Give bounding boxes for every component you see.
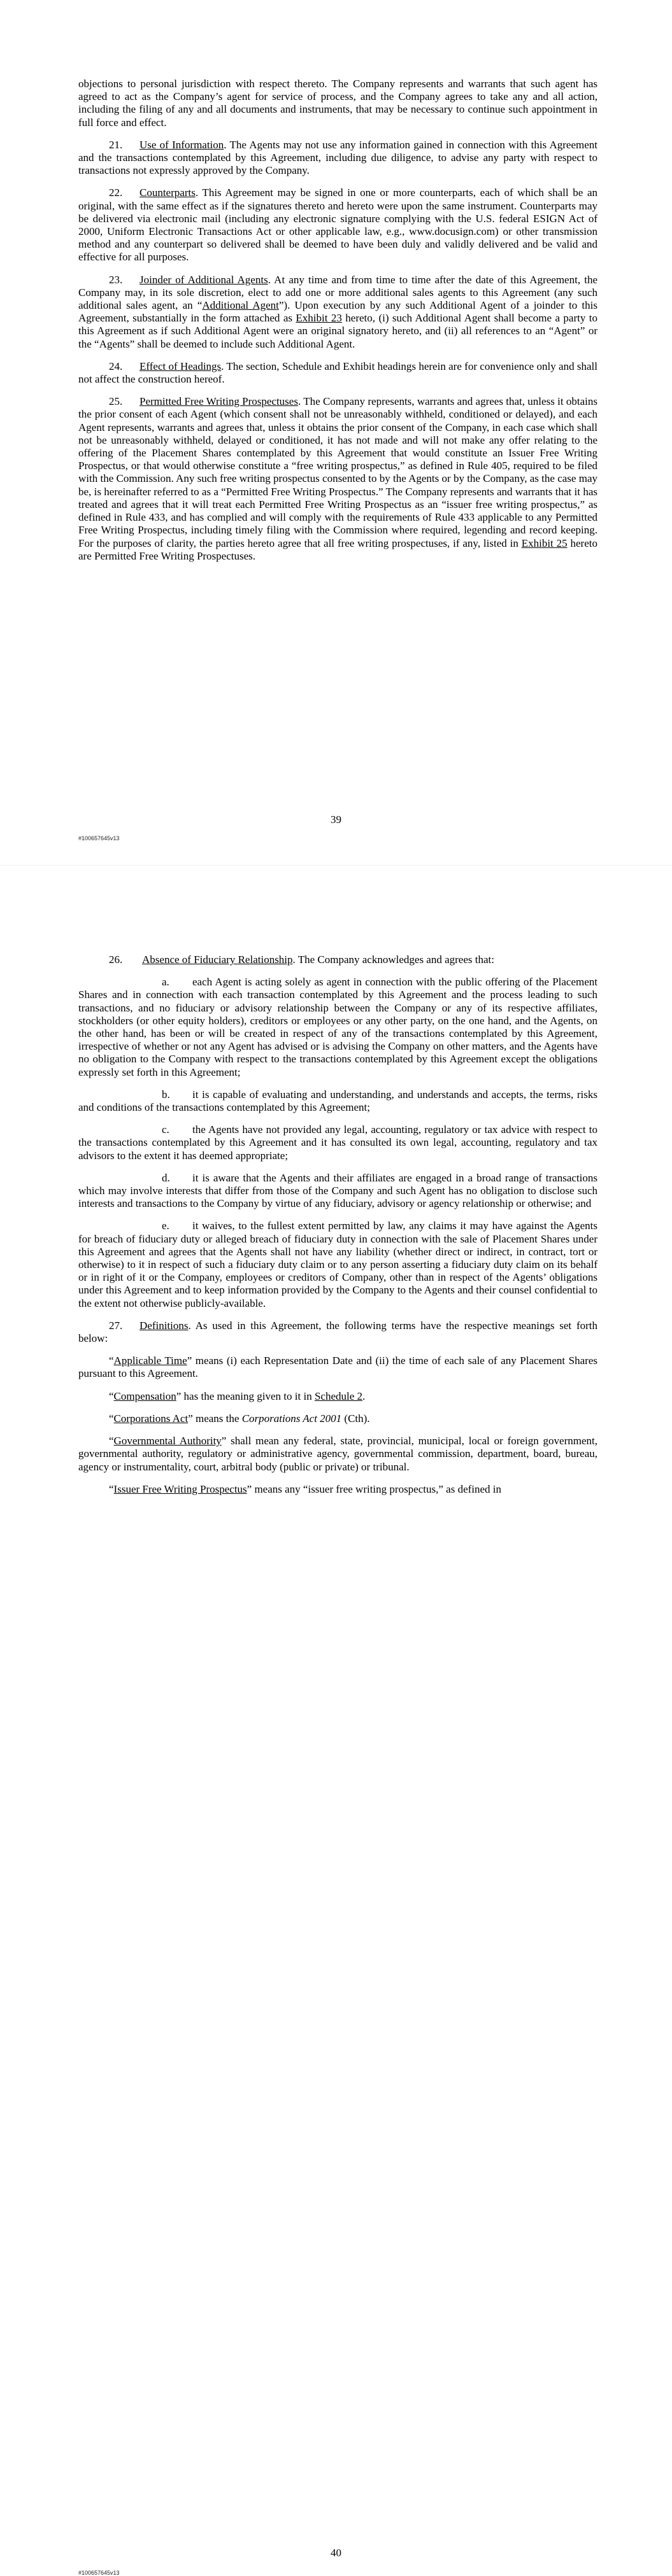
item-label: e. bbox=[162, 1220, 169, 1232]
item-label: b. bbox=[162, 1088, 170, 1101]
section-heading: Effect of Headings bbox=[139, 360, 222, 372]
section-text: hereto are Permitted Free Writing Prospectuses. bbox=[78, 537, 597, 562]
section-heading: Joinder of Additional Agents bbox=[139, 273, 268, 286]
section-22 bbox=[78, 187, 597, 264]
section-heading: Absence of Fiduciary Relationship bbox=[142, 954, 293, 966]
definition-applicable-time: “Applicable Time” means (i) each Representation Date and (ii) the time of each sale of any Placement Shares pursuant to this Agreement. bbox=[78, 1355, 597, 1380]
item-text: it is aware that the Agents and their affiliates are engaged in a broad range of transactions which may involve interests that differ from those of the Company and such Agent has no obligation to disclose such interests and transactions to the Company by virtue of any fiduciary, advisory or agency relationship or otherwise; and bbox=[78, 1171, 597, 1210]
list-item-d bbox=[78, 1172, 597, 1211]
section-text: . The Agents may not use any information gained in connection with this Agreement and the transactions contemplated by this Agreement, including due diligence, to advise any party with respect to transactions not expressly approved by the Company. bbox=[78, 138, 597, 177]
section-text: hereto, (i) such Additional Agent shall become a party to this Agreement as if such Additional Agent were an original signatory hereto, and (ii) all references to an “Agent” or the “Agents” shall be deemed to include such Additional Agent. bbox=[78, 312, 597, 350]
section-number: 23. bbox=[109, 273, 123, 286]
definition-text: . bbox=[362, 1390, 366, 1402]
exhibit-reference: Exhibit 25 bbox=[521, 537, 568, 549]
definition-text: ” has the meaning given to it in bbox=[176, 1390, 315, 1402]
definition-text: ” means (i) each Representation Date and (ii) the time of each sale of any Placement Shares pursuant to this Agreement. bbox=[78, 1355, 597, 1380]
item-text: it is capable of evaluating and understanding, and understands and accepts, the terms, risks and conditions of the transactions contemplated by this Agreement; bbox=[78, 1088, 597, 1114]
section-number: 25. bbox=[109, 395, 123, 408]
definition-text: ” means any “issuer free writing prospectus,” as defined in bbox=[247, 1482, 502, 1495]
definition-text: (Cth). bbox=[341, 1412, 370, 1425]
item-label: c. bbox=[162, 1123, 169, 1136]
intro-paragraph: objections to personal jurisdiction with respect thereto. The Company represents and warrants that such agent has agreed to act as the Company’s agent for service of process, and the Company agrees to take any and all action, including the filing of any and all documents and instruments, that may be necessary to continue such appointment in full force and effect. bbox=[78, 78, 597, 129]
defined-term: Issuer Free Writing Prospectus bbox=[113, 1482, 247, 1495]
page-body bbox=[78, 954, 597, 1505]
defined-term: Additional Agent bbox=[202, 299, 279, 312]
defined-term: Applicable Time bbox=[113, 1355, 187, 1367]
section-number: 22. bbox=[109, 187, 123, 199]
page-40 bbox=[0, 866, 672, 2576]
section-number: 27. bbox=[109, 1319, 123, 1332]
section-heading: Counterparts bbox=[139, 187, 196, 199]
statute-title: Corporations Act 2001 bbox=[241, 1412, 342, 1425]
section-heading: Permitted Free Writing Prospectuses bbox=[139, 395, 298, 408]
list-item-b bbox=[78, 1088, 597, 1114]
section-text: . This Agreement may be signed in one or more counterparts, each of which shall be an original, with the same effect as if the signatures thereto and hereto were upon the same instrument. Counterparts may be delivered via electronic mail (including any electronic signature complying with the U.S. federal ESIGN Act of 2000, Uniform Electronic Transactions Act or other applicable law, e.g., www.docusign.com) or other transmission method and any counterpart so delivered shall be deemed to have been duly and validly delivered and be valid and effective for all purposes. bbox=[78, 187, 597, 264]
section-text: ”). Upon execution by any such Additional Agent of a joinder to this Agreement, substantially in the form attached as bbox=[78, 299, 597, 325]
item-label: a. bbox=[162, 976, 169, 989]
item-label: d. bbox=[162, 1171, 170, 1184]
definition-text: ” means the bbox=[188, 1412, 242, 1425]
page-body bbox=[78, 78, 597, 572]
section-26 bbox=[78, 954, 597, 966]
section-text: . The Company represents, warrants and agrees that, unless it obtains the prior consent of each Agent (which consent shall not be unreasonably withheld, conditioned or delayed), and each Agent represents, warrants and agrees that, unless it obtains the prior consent of the Company, in each case which shall not be unreasonably withheld, delayed or conditioned, it has not made and will not make any offer relating to the offering of the Placement Shares contemplated by this Agreement that would constitute an Issuer Free Writing Prospectus, or that would otherwise constitute a “free writing prospectus,” as defined in Rule 405, required to be filed with the Commission. Any such free writing prospectus consented to by the Agents or by the Company, as the case may be, is hereinafter referred to as a “Permitted Free Writing Prospectus.” The Company represents and warrants that it has treated and agrees that it will treat each Permitted Free Writing Prospectus as an “issuer free writing prospectus,” as defined in Rule 433, and has complied and will comply with the requirements of Rule 433 applicable to any Permitted Free Writing Prospectus, including timely filing with the Commission where required, legending and record keeping. For the purposes of clarity, the parties hereto agree that all free writing prospectuses, if any, listed in bbox=[78, 395, 597, 549]
item-text: it waives, to the fullest extent permitted by law, any claims it may have against the Agents for breach of fiduciary duty or alleged breach of fiduciary duty in connection with the sale of Placement Shares under this Agreement and agrees that the Agents shall not have any liability (whether direct or indirect, in contract, tort or otherwise) to it in respect of such a fiduciary duty claim or to any person asserting a fiduciary duty claim on its behalf or in right of it or the Company, employees or creditors of Company, other than in respect of the Agents’ obligations under this Agreement and to keep information provided by the Company to the Agents and their counsel confidential to the extent not otherwise publicly-available. bbox=[78, 1220, 597, 1309]
section-text: . As used in this Agreement, the following terms have the respective meanings set forth below: bbox=[78, 1319, 597, 1345]
page-39 bbox=[0, 0, 672, 866]
page-number: 40 bbox=[331, 2547, 341, 2559]
section-24 bbox=[78, 360, 597, 386]
section-text: . At any time and from time to time after the date of this Agreement, the Company may, in its sole discretion, elect to add one or more additional sales agents to this Agreement (any such additional sales agent, an “ bbox=[78, 273, 597, 312]
item-text: the Agents have not provided any legal, accounting, regulatory or tax advice with respect to the transactions contemplated by this Agreement and it has consulted its own legal, accounting, regulatory and tax advisors to the extent it has deemed appropriate; bbox=[78, 1123, 597, 1162]
section-number: 24. bbox=[109, 360, 123, 372]
section-heading: Use of Information bbox=[139, 138, 224, 151]
section-heading: Definitions bbox=[139, 1319, 189, 1332]
section-text: . The Company acknowledges and agrees that: bbox=[292, 954, 494, 966]
defined-term: Compensation bbox=[113, 1390, 176, 1402]
section-number: 21. bbox=[109, 138, 123, 151]
section-text: . The section, Schedule and Exhibit headings herein are for convenience only and shall not affect the construction hereof. bbox=[78, 360, 597, 386]
schedule-reference: Schedule 2 bbox=[314, 1390, 363, 1402]
section-number: 26. bbox=[109, 954, 123, 966]
list-item-e bbox=[78, 1220, 597, 1309]
list-item-c bbox=[78, 1123, 597, 1162]
list-item-a bbox=[78, 976, 597, 1079]
section-27 bbox=[78, 1320, 597, 1345]
section-23 bbox=[78, 274, 597, 351]
document-id: #100657645v13 bbox=[78, 835, 120, 841]
section-25 bbox=[78, 395, 597, 563]
page-number: 39 bbox=[331, 813, 341, 826]
defined-term: Governmental Authority bbox=[113, 1435, 222, 1447]
definition-issuer-fwp: “Issuer Free Writing Prospectus” means any “issuer free writing prospectus,” as defined in bbox=[109, 1482, 502, 1495]
exhibit-reference: Exhibit 23 bbox=[296, 312, 342, 325]
item-text: each Agent is acting solely as agent in connection with the public offering of the Placement Shares and in connection with each transaction contemplated by this Agreement and the process leading to such transactions, and no fiduciary or advisory relationship between the Company or any of its respective affiliates, stockholders (or other equity holders), creditors or employees or any other party, on the one hand, and the Agents, on the other hand, has been or will be created in respect of any of the transactions contemplated by this Agreement, irrespective of whether or not any Agent has advised or is advising the Company on other matters, and the Agents have no obligation to the Company with respect to the transactions contemplated by this Agreement except the obligations expressly set forth in this Agreement; bbox=[78, 976, 597, 1078]
definition-corporations-act: “Corporations Act” means the Corporations Act 2001 (Cth). bbox=[109, 1412, 370, 1425]
definition-compensation: “Compensation” has the meaning given to it in Schedule 2. bbox=[109, 1390, 366, 1402]
definition-text: ” shall mean any federal, state, provincial, municipal, local or foreign government, governmental authority, regulatory or administrative agency, governmental commission, department, board, bureau, agency or instrumentality, court, arbitral body (public or private) or tribunal. bbox=[78, 1435, 597, 1473]
document-id: #100657645v13 bbox=[78, 2570, 120, 2576]
definition-governmental-authority: “Governmental Authority” shall mean any federal, state, provincial, municipal, local or foreign government, governmental authority, regulatory or administrative agency, governmental commission, department, board, bureau, agency or instrumentality, court, arbitral body (public or private) or tribunal. bbox=[78, 1435, 597, 1473]
section-21 bbox=[78, 139, 597, 178]
defined-term: Corporations Act bbox=[113, 1412, 189, 1425]
